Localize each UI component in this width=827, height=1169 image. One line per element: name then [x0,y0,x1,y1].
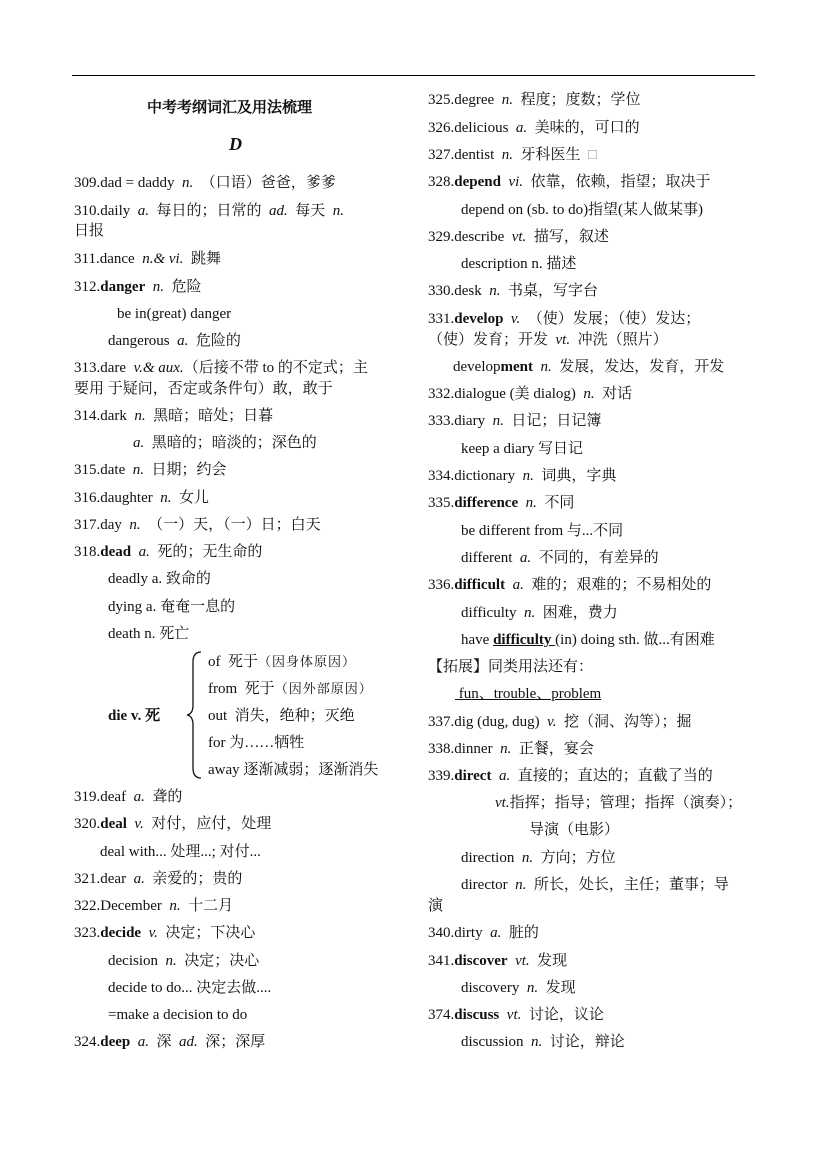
entry-312: 312.danger n. 危险 [74,279,202,295]
entry-318: 318.dead a. 死的；无生命的 [74,544,263,560]
die-label: die v. 死 [108,708,161,724]
entry-318-sub2: dying a. 奄奄一息的 [108,599,236,615]
entry-341: 341.discover vt. 发现 [428,953,568,969]
entry-339-sub2-cont: 演 [428,898,444,914]
entry-339-vt-cont: 导演（电影） [529,822,620,838]
curly-brace-icon [185,650,205,780]
entry-314: 314.dark n. 黑暗；暗处；日暮 [74,408,274,424]
entry-337: 337.dig (dug, dug) v. 挖（洞、沟等）；掘 [428,714,692,730]
extension-items: fun、trouble、problem [458,686,602,702]
entry-313-cont: 要用 于疑问，否定或条件句）敢，敢于 [74,381,333,397]
entry-336: 336.difficult a. 难的；艰难的；不易相处的 [428,577,712,593]
entry-331-sub1: development n. 发展，发达，发育，开发 [453,359,725,375]
entry-310: 310.daily a. 每日的；日常的 ad. 每天 n. [74,203,345,219]
entry-339-sub2: director n. 所长，处长，主任；董事；导 [461,877,729,893]
entry-339: 339.direct a. 直接的；直达的；直截了当的 [428,768,713,784]
entry-329-sub1: description n. 描述 [461,256,577,272]
entry-321: 321.dear a. 亲爱的；贵的 [74,871,243,887]
entry-312-sub1: be in(great) danger [117,306,232,322]
extension-label: 【拓展】同类用法还有： [428,659,594,675]
entry-314-sub: a. 黑暗的；暗淡的；深色的 [133,435,317,451]
die-away: away 逐渐减弱；逐渐消失 [208,762,379,778]
entry-335-sub2: different a. 不同的，有差异的 [461,550,659,566]
entry-339-sub1: direction n. 方向；方位 [461,850,616,866]
entry-338: 338.dinner n. 正餐，宴会 [428,741,594,757]
die-of: of 死于（因身体原因） [208,654,357,670]
entry-316: 316.daughter n. 女儿 [74,490,209,506]
entry-335: 335.difference n. 不同 [428,495,575,511]
entry-336-sub1: difficulty n. 困难，费力 [461,605,618,621]
entry-331-cont: （使）发育；开发 vt. 冲洗（照片） [428,332,668,348]
entry-374: 374.discuss vt. 讨论，议论 [428,1007,604,1023]
entry-324: 324.deep a. 深 ad. 深；深厚 [74,1034,266,1050]
entry-318-sub3: death n. 死亡 [108,626,190,642]
die-for: for 为……牺牲 [208,735,305,751]
page-title: 中考考纲词汇及用法梳理 [147,98,313,116]
entry-323-sub3: =make a decision to do [108,1007,248,1023]
entry-328: 328.depend vi. 依靠，依赖，指望；取决于 [428,174,711,190]
entry-323: 323.decide v. 决定；下决心 [74,925,256,941]
entry-334: 334.dictionary n. 词典，字典 [428,468,617,484]
entry-317: 317.day n. （一）天，（一）日；白天 [74,517,321,533]
section-letter: D [229,134,242,154]
entry-340: 340.dirty a. 脏的 [428,925,539,941]
entry-327: 327.dentist n. 牙科医生 □ [428,147,598,163]
entry-319: 319.deaf a. 聋的 [74,789,183,805]
entry-323-sub2: decide to do... 决定去做.... [108,980,272,996]
entry-333-sub1: keep a diary 写日记 [461,441,584,457]
entry-311: 311.dance n.& vi. 跳舞 [74,251,221,267]
entry-329: 329.describe vt. 描写，叙述 [428,229,609,245]
entry-335-sub1: be different from 与...不同 [461,523,624,539]
entry-374-sub1: discussion n. 讨论，辩论 [461,1034,625,1050]
entry-320-sub1: deal with... 处理...; 对付... [100,844,261,860]
entry-323-sub1: decision n. 决定；决心 [108,953,260,969]
die-from: from 死于（因外部原因） [208,681,373,697]
entry-331: 331.develop v. （使）发展；（使）发达； [428,311,701,327]
entry-318-sub1: deadly a. 致命的 [108,571,211,587]
entry-330: 330.desk n. 书桌，写字台 [428,283,599,299]
die-out: out 消失，绝种；灭绝 [208,708,355,724]
entry-313: 313.dare v.& aux.（后接不带 to 的不定式；主 [74,360,368,376]
entry-332: 332.dialogue (美 dialog) n. 对话 [428,386,633,402]
entry-341-sub1: discovery n. 发现 [461,980,576,996]
entry-328-sub1: depend on (sb. to do)指望(某人做某事) [461,202,704,218]
header-rule [72,75,755,76]
entry-326: 326.delicious a. 美味的，可口的 [428,120,640,136]
entry-325: 325.degree n. 程度；度数；学位 [428,92,641,108]
entry-309: 309.dad = daddy n. （口语）爸爸，爹爹 [74,175,336,191]
entry-320: 320.deal v. 对付，应付，处理 [74,816,272,832]
entry-339-vt: vt.指挥；指导；管理；指挥（演奏）； [495,795,743,811]
entry-315: 315.date n. 日期；约会 [74,462,227,478]
entry-333: 333.diary n. 日记；日记簿 [428,413,602,429]
entry-322: 322.December n. 十二月 [74,898,234,914]
entry-336-sub2: have difficulty (in) doing sth. 做...有困难 [461,632,715,648]
entry-312-sub2: dangerous a. 危险的 [108,333,241,349]
entry-310-cont: 日报 [74,223,105,239]
